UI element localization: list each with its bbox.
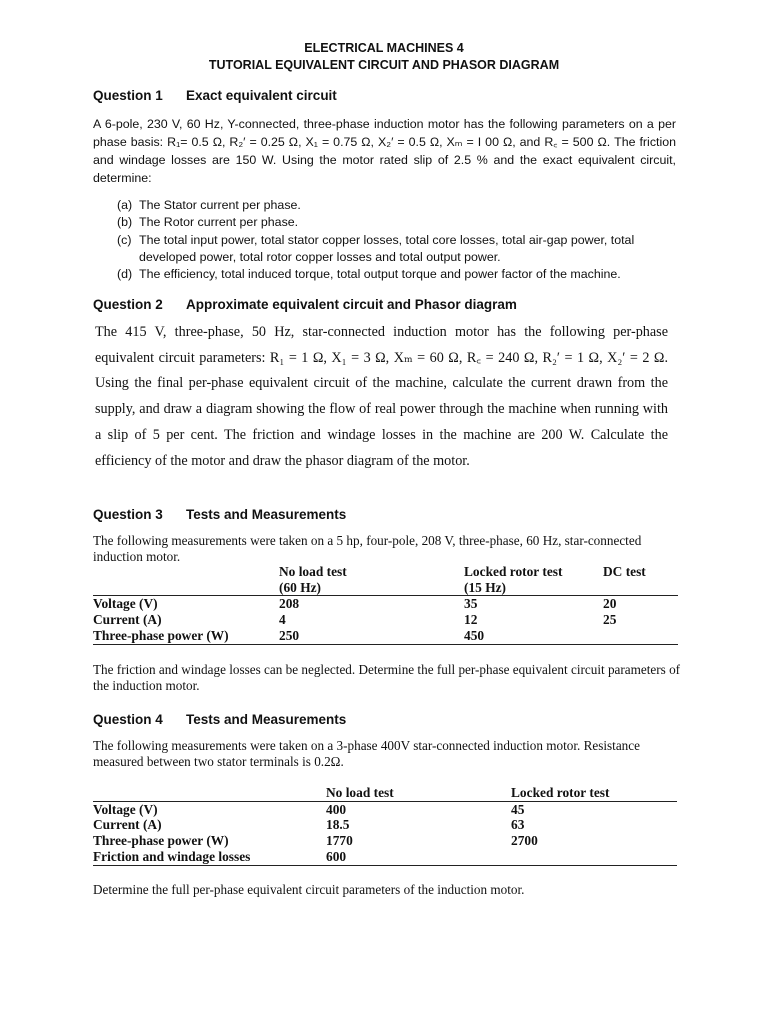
question-title: Exact equivalent circuit — [186, 88, 337, 103]
table-header: DC test — [603, 564, 646, 579]
table-row — [93, 801, 677, 817]
list-item — [117, 266, 677, 283]
table-header: (15 Hz) — [464, 580, 603, 596]
table-cell: 18.5 — [326, 817, 350, 833]
list-text: The efficiency, total induced torque, total output torque and power factor of the machine. — [139, 267, 621, 282]
row-label: Friction and windage losses — [93, 849, 326, 865]
question-3-instruction: The friction and windage losses can be neglected. Determine the full per-phase equivalent circuit parameters of the induction motor. — [93, 662, 681, 693]
table-cell: 1770 — [326, 833, 353, 849]
table-cell: 63 — [511, 817, 525, 833]
list-item — [117, 232, 677, 267]
table-cell — [93, 580, 279, 596]
table-header: Locked rotor test — [464, 564, 563, 579]
question-title: Approximate equivalent circuit and Phasor diagram — [186, 297, 517, 312]
table-cell: 12 — [464, 612, 478, 628]
table-row — [93, 612, 678, 628]
question-2-text: The 415 V, three-phase, 50 Hz, star-connected induction motor has the following per-phase equivalent circuit parameters: R₁ = 1 Ω, X₁ = 3 Ω, Xₘ = 60 Ω, R꜀ = 240 Ω, R₂′ = 1 Ω, X₂′ = 2 Ω. Using the final per-phase equivalent circuit of the machine, calculate the current drawn from the supply, and draw a diagram showing the flow of real power through the machine when running with a slip of 5 per cent. The friction and windage losses in the machine are 200 W. Calculate the efficiency of the motor and draw the phasor diagram of the motor. — [95, 324, 668, 469]
list-text: The Rotor current per phase. — [139, 215, 299, 230]
table-cell: 4 — [279, 612, 286, 628]
table-cell: 45 — [511, 801, 525, 817]
row-label: Current (A) — [93, 612, 162, 628]
table-row — [93, 596, 678, 612]
list-text: The Stator current per phase. — [139, 198, 301, 212]
question-4-heading — [93, 712, 347, 727]
table-cell: 35 — [464, 596, 478, 612]
list-item — [117, 214, 677, 231]
row-label: Current (A) — [93, 817, 162, 833]
table-row — [93, 833, 677, 849]
table-cell — [511, 849, 677, 865]
list-item — [117, 197, 677, 214]
table-header: No load test — [279, 564, 347, 579]
table-cell: 2700 — [511, 833, 538, 849]
table-row — [93, 628, 678, 644]
table-cell: 450 — [464, 628, 603, 644]
table-cell — [603, 628, 678, 644]
question-4-instruction: Determine the full per-phase equivalent circuit parameters of the induction motor. — [93, 882, 525, 897]
table-cell: 400 — [326, 801, 347, 817]
question-1-heading — [93, 88, 337, 103]
question-4-table — [93, 785, 677, 866]
row-label: Voltage (V) — [93, 801, 158, 817]
table-header: (60 Hz) — [279, 580, 464, 596]
question-number: Question 2 — [93, 297, 163, 312]
row-label: Three-phase power (W) — [93, 628, 279, 644]
table-header-row — [93, 785, 677, 801]
table-cell: 20 — [603, 596, 617, 612]
question-3-intro: The following measurements were taken on a 5 hp, four-pole, 208 V, three-phase, 60 Hz, star-connected induction motor. — [93, 533, 642, 564]
question-3-heading — [93, 507, 347, 522]
list-text: The total input power, total stator copper losses, total core losses, total air-gap power, total developed power, total rotor copper losses and total output power. — [139, 232, 635, 264]
tutorial-title: TUTORIAL EQUIVALENT CIRCUIT AND PHASOR DIAGRAM — [208, 58, 560, 72]
table-header-row — [93, 580, 678, 596]
question-1-text: A 6-pole, 230 V, 60 Hz, Y-connected, three-phase induction motor has the following parameters on a per phase basis: R₁= 0.5 Ω, R₂′ = 0.25 Ω, X₁ = 0.75 Ω, X₂′ = 0.5 Ω, Xₘ = I 00 Ω, and R꜀ = 500 Ω. The friction and windage losses are 150 W. Using the motor rated slip of 2.5 % and the exact equivalent circuit, determine: — [93, 117, 676, 185]
question-1-list — [117, 197, 677, 283]
question-number: Question 3 — [93, 507, 163, 522]
table-cell: 250 — [279, 628, 464, 644]
table-header-row — [93, 564, 678, 580]
table-cell — [93, 564, 279, 580]
question-4-intro: The following measurements were taken on a 3-phase 400V star-connected induction motor. Resistance measured between two stator terminals is 0.2Ω. — [93, 738, 640, 769]
question-3-table — [93, 564, 678, 645]
table-cell — [93, 785, 326, 801]
table-header: Locked rotor test — [511, 785, 677, 801]
table-header — [603, 580, 678, 596]
row-label: Three-phase power (W) — [93, 833, 229, 849]
table-row — [93, 817, 677, 833]
question-title: Tests and Measurements — [186, 507, 347, 522]
list-label: (b) — [117, 215, 133, 230]
list-label: (c) — [117, 232, 132, 247]
list-label: (d) — [117, 267, 133, 282]
table-cell: 600 — [326, 849, 511, 865]
table-cell: 208 — [279, 596, 300, 612]
row-label: Voltage (V) — [93, 596, 158, 612]
course-title: ELECTRICAL MACHINES 4 — [304, 41, 464, 55]
table-row — [93, 849, 677, 865]
question-number: Question 1 — [93, 88, 163, 103]
list-label: (a) — [117, 198, 133, 212]
question-title: Tests and Measurements — [186, 712, 347, 727]
question-number: Question 4 — [93, 712, 163, 727]
question-2-heading — [93, 297, 517, 312]
table-cell: 25 — [603, 612, 617, 628]
table-header: No load test — [326, 785, 511, 801]
